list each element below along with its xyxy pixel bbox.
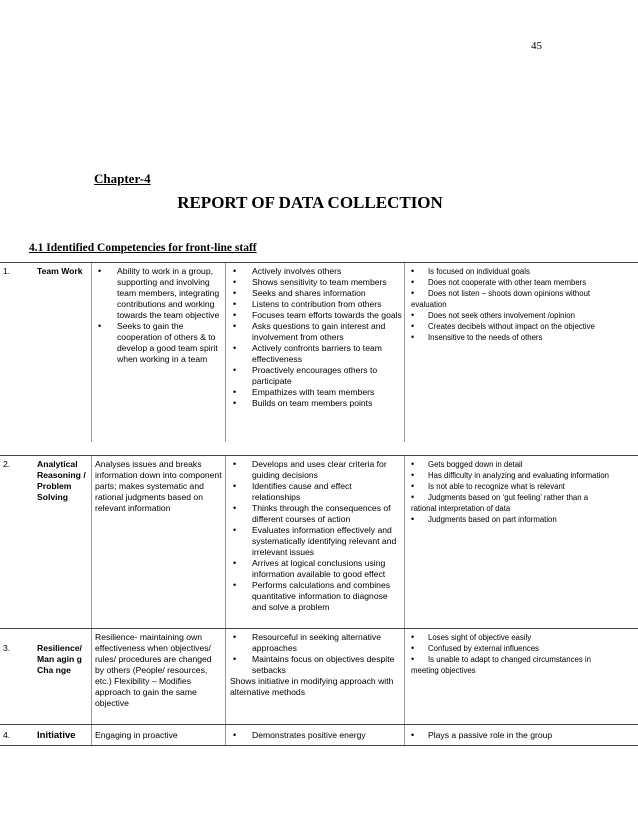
list-item: • Plays a passive role in the group — [408, 730, 636, 741]
list-item: • Is focused on individual goals — [408, 266, 636, 277]
negative-indicators-cell — [408, 730, 636, 741]
list-item: • Focuses team efforts towards the goals — [230, 310, 402, 321]
list-item: • Shows sensitivity to team members — [230, 277, 402, 288]
section-heading: 4.1 Identified Competencies for front-line staff — [29, 242, 257, 254]
negative-indicators-cell — [408, 632, 636, 676]
competency-name: Initiative — [37, 730, 76, 741]
continuation-text: evaluation — [411, 300, 447, 309]
list-item: • Is not able to recognize what is relevant — [408, 481, 636, 492]
column-divider — [91, 263, 92, 442]
list-item: • Asks questions to gain interest and involvement from others — [230, 321, 402, 343]
list-item: • Evaluates information effectively and systematically identifying relevant and irrelevant issues — [230, 525, 402, 558]
list-item: • Is unable to adapt to changed circumstances in — [408, 654, 636, 665]
list-item: • Seeks to gain the cooperation of others & to develop a good team spirit when working in a team — [95, 321, 223, 365]
column-divider — [404, 725, 405, 745]
list-item: • Creates decibels without impact on the objective — [408, 321, 636, 332]
list-item: • Maintains focus on objectives despite setbacks — [230, 654, 402, 676]
column-divider — [225, 725, 226, 745]
list-item: • Insensitive to the needs of others — [408, 332, 636, 343]
title-text: REPORT OF DATA COLLECTION — [177, 193, 443, 212]
continuation-text: rational interpretation of data — [411, 504, 511, 513]
column-divider — [91, 725, 92, 745]
column-divider — [91, 629, 92, 724]
table-row — [0, 724, 638, 746]
list-item: • Judgments based on part information — [408, 514, 636, 525]
table-row — [0, 628, 638, 724]
chapter-heading: Chapter-4 — [94, 171, 151, 186]
continuation-text: meeting objectives — [411, 666, 476, 675]
list-item: • Builds on team members points — [230, 398, 402, 409]
list-item: • Identifies cause and effect relationships — [230, 481, 402, 503]
list-item: • Actively confronts barriers to team effectiveness — [230, 343, 402, 365]
column-divider — [404, 263, 405, 442]
list-item: • Develops and uses clear criteria for guiding decisions — [230, 459, 402, 481]
list-item: • Demonstrates positive energy — [230, 730, 402, 741]
list-item: • Loses sight of objective easily — [408, 632, 636, 643]
row-number: 4. — [3, 730, 11, 740]
definition-cell: Analyses issues and breaks information down into component parts; makes systematic and rational judgments based on relevant information — [95, 459, 222, 513]
competency-name: Analytical Reasoning / Problem Solving — [37, 459, 86, 502]
list-item: • Does not seek others involvement /opinion — [408, 310, 636, 321]
column-divider — [404, 629, 405, 724]
list-item: • Actively involves others — [230, 266, 402, 277]
row-number: 1. — [3, 266, 11, 276]
competency-name: Resilience/ Man agin g Cha nge — [37, 643, 82, 675]
list-item: • Empathizes with team members — [230, 387, 402, 398]
list-item: • Ability to work in a group, supporting and involving team members, integrating contributions and working towards the team objective — [95, 266, 223, 321]
positive-indicators-cell — [230, 632, 402, 698]
list-item: • Has difficulty in analyzing and evaluating information — [408, 470, 636, 481]
continuation-text: Shows initiative in modifying approach with alternative methods — [230, 676, 394, 697]
list-item: • Gets bogged down in detail — [408, 459, 636, 470]
row-number: 2. — [3, 459, 11, 469]
definition-cell — [95, 266, 223, 365]
negative-indicators-cell — [408, 459, 636, 525]
table-row — [0, 262, 638, 442]
list-item: • Judgments based on ‘gut feeling’ rather than a — [408, 492, 636, 503]
column-divider — [225, 456, 226, 628]
list-item: • Thinks through the consequences of different courses of action — [230, 503, 402, 525]
page-title — [0, 193, 638, 213]
positive-indicators-cell — [230, 266, 402, 409]
list-item: • Seeks and shares information — [230, 288, 402, 299]
definition-cell: Resilience- maintaining own effectiveness when objectives/ rules/ procedures are changed by others (People/ resources, etc.) Flexibility – Modifies approach to gain the same objective — [95, 632, 212, 708]
list-item: • Confused by external influences — [408, 643, 636, 654]
competency-name: Team Work — [37, 266, 83, 276]
page-number: 45 — [531, 40, 542, 52]
table-row — [0, 455, 638, 628]
list-item: • Listens to contribution from others — [230, 299, 402, 310]
column-divider — [225, 263, 226, 442]
column-divider — [91, 456, 92, 628]
row-number: 3. — [3, 643, 11, 653]
column-divider — [404, 456, 405, 628]
list-item: • Proactively encourages others to participate — [230, 365, 402, 387]
list-item: • Performs calculations and combines quantitative information to diagnose and solve a problem — [230, 580, 402, 613]
positive-indicators-cell — [230, 730, 402, 741]
column-divider — [225, 629, 226, 724]
list-item: • Does not listen – shoots down opinions without — [408, 288, 636, 299]
list-item: • Arrives at logical conclusions using information available to good effect — [230, 558, 402, 580]
list-item: • Resourceful in seeking alternative approaches — [230, 632, 402, 654]
positive-indicators-cell — [230, 459, 402, 613]
negative-indicators-cell — [408, 266, 636, 343]
list-item: • Does not cooperate with other team members — [408, 277, 636, 288]
definition-cell: Engaging in proactive — [95, 730, 178, 740]
